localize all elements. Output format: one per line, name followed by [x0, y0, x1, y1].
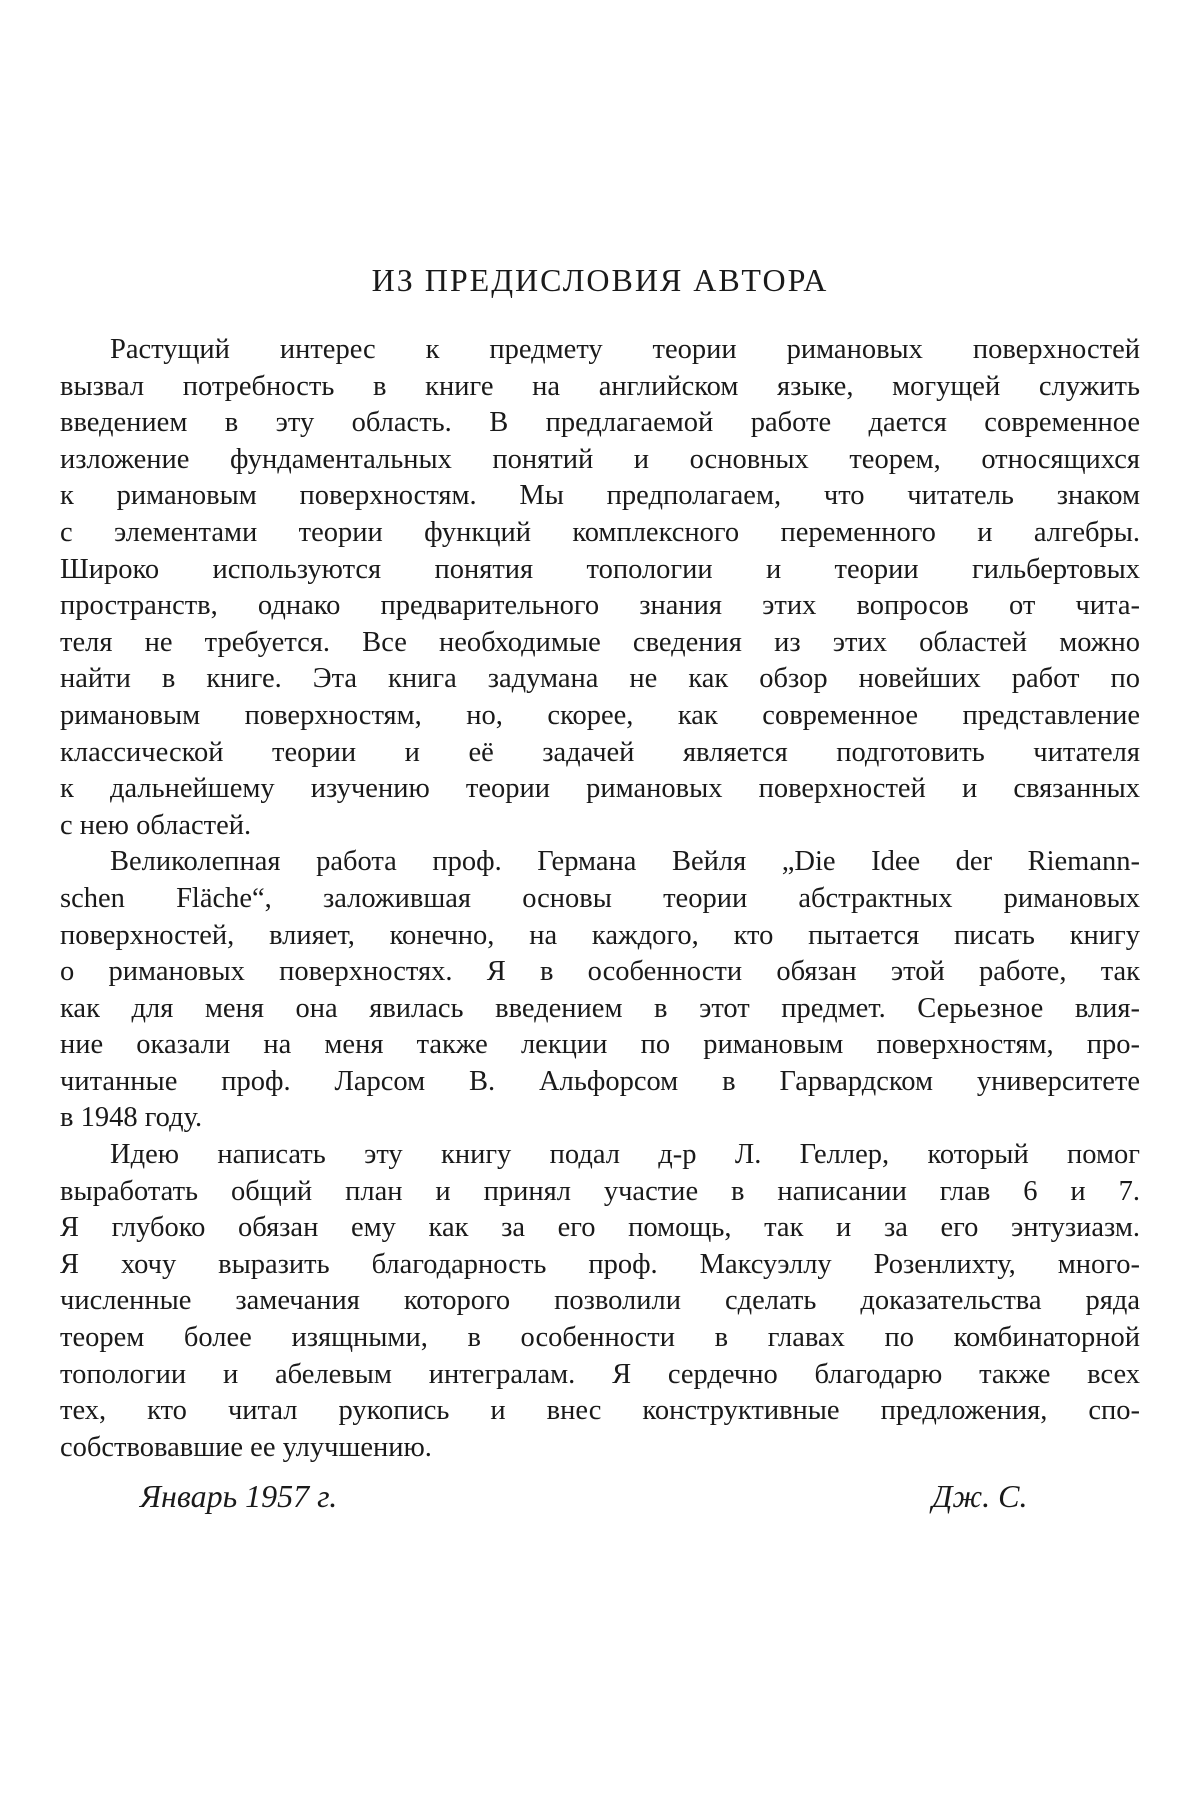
text-line: Великолепная работа проф. Германа Вейля „Die Idee der Riemann-: [110, 846, 1140, 878]
text-line: Растущий интерес к предмету теории римановых поверхностей: [110, 334, 1140, 365]
text-line: Идею написать эту книгу подал д-р Л. Геллер, который помог: [110, 1139, 1140, 1171]
text-line: теля не требуется. Все необходимые сведения из этих областей можно: [60, 626, 1140, 658]
text-line: с элементами теории функций комплексного переменного и алгебры.: [60, 516, 1140, 548]
signature-author: Дж. С.: [932, 1478, 1028, 1514]
paragraph: [60, 844, 1140, 1137]
text-line: изложение фундаментальных понятий и основных теорем, относящихся: [60, 443, 1140, 475]
text-line: собствовавшие ее улучшению.: [60, 1431, 432, 1463]
text-line: к римановым поверхностям. Мы предполагаем, что читатель знаком: [60, 480, 1140, 512]
text-line: schen Fläche“, заложившая основы теории абстрактных римановых: [60, 882, 1140, 914]
text-line: Я хочу выразить благодарность проф. Максуэллу Розенлихту, много-: [60, 1248, 1140, 1280]
text-line: о римановых поверхностях. Я в особенности обязан этой работе, так: [60, 956, 1140, 988]
signature-row: [0, 1478, 1200, 1526]
paragraph: [60, 332, 1140, 844]
text-line: топологии и абелевым интегралам. Я сердечно благодарю также всех: [60, 1358, 1140, 1390]
text-line: к дальнейшему изучению теории римановых поверхностей и связанных: [60, 773, 1140, 805]
text-line: вызвал потребность в книге на английском языке, могущей служить: [60, 370, 1140, 402]
text-line: ние оказали на меня также лекции по римановым поверхностям, про-: [60, 1029, 1140, 1061]
text-line: поверхностей, влияет, конечно, на каждого, кто пытается писать книгу: [60, 919, 1140, 951]
text-line: численные замечания которого позволили сделать доказательства ряда: [60, 1285, 1140, 1317]
text-line: классической теории и её задачей является подготовить читателя: [60, 736, 1140, 768]
text-line: римановым поверхностям, но, скорее, как современное представление: [60, 699, 1140, 731]
text-line: теорем более изящными, в особенности в главах по комбинаторной: [60, 1322, 1140, 1354]
page-title: ИЗ ПРЕДИСЛОВИЯ АВТОРА: [371, 262, 829, 298]
text-line: найти в книге. Эта книга задумана не как обзор новейших работ по: [60, 663, 1140, 695]
text-line: введением в эту область. В предлагаемой работе дается современное: [60, 407, 1140, 439]
text-line: тех, кто читал рукопись и внес конструктивные предложения, спо-: [60, 1395, 1140, 1427]
preface-body: [60, 332, 1140, 1466]
text-line: читанные проф. Ларсом В. Альфорсом в Гарвардском университете: [60, 1065, 1140, 1097]
paragraph: [60, 1137, 1140, 1466]
text-line: Я глубоко обязан ему как за его помощь, так и за его энтузиазм.: [60, 1212, 1140, 1244]
text-line: выработать общий план и принял участие в написании глав 6 и 7.: [60, 1175, 1140, 1207]
text-line: Широко используются понятия топологии и теории гильбертовых: [60, 553, 1140, 585]
text-line: как для меня она явилась введением в этот предмет. Серьезное влия-: [60, 992, 1140, 1024]
signature-date: Январь 1957 г.: [140, 1478, 338, 1514]
text-line: в 1948 году.: [60, 1102, 203, 1134]
text-line: с нею областей.: [60, 809, 252, 841]
text-line: пространств, однако предварительного знания этих вопросов от чита-: [60, 590, 1140, 622]
